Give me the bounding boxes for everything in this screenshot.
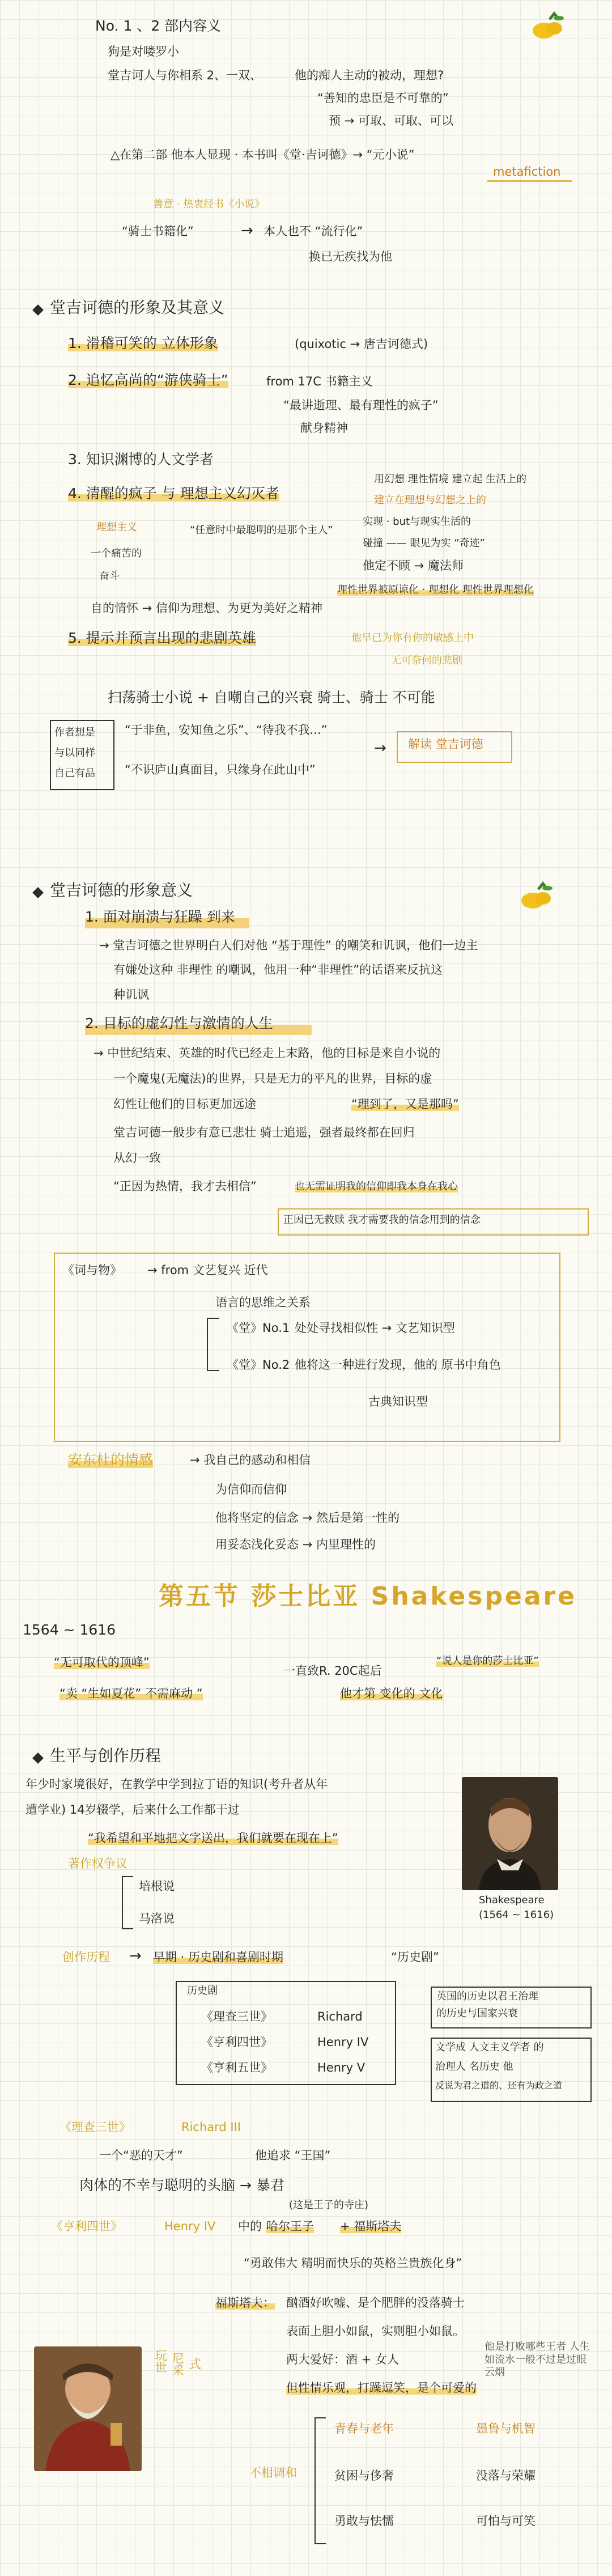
note-line: [340, 2219, 401, 2234]
item-label: 理性世界被原谅化 · 理想化 理性世界理想化: [337, 584, 534, 596]
note-line: [215, 2295, 275, 2310]
chapter-title: 第五节 莎士比亚 Shakespeare: [159, 1582, 577, 1611]
note-line: 愚鲁与机智: [476, 2422, 536, 2435]
caption: Shakespeare: [479, 1894, 545, 1906]
note-line: 与以同样: [54, 747, 95, 759]
item-label: 福斯塔夫：: [215, 2296, 275, 2310]
side-label: 玩世: [154, 2349, 168, 2373]
portrait-image: [462, 1777, 558, 1890]
note-box: [54, 1253, 560, 1442]
item-label: 4. 清醒的疯子 与 理想主义幻灭者: [68, 485, 279, 502]
play-title: 《亨利五世》: [201, 2061, 273, 2074]
note-line: △在第二部 他本人显现 · 本书叫《堂·吉诃德》→ “元小说”: [110, 148, 415, 162]
note-line: 用妥态浅化妥态 → 内里理性的: [215, 1538, 376, 1551]
list-item: 3. 知识渊博的人文学者: [68, 451, 214, 468]
note-line: “善知的忠臣是不可靠的”: [317, 91, 449, 105]
list-item: [68, 1451, 153, 1469]
note-line: 遭学业) 14岁辍学，后来什么工作都干过: [26, 1803, 240, 1817]
note-line: 创作历程: [62, 1950, 110, 1964]
box-label: 正因已无救赎 我才需要我的信念用到的信念: [283, 1214, 481, 1226]
falstaff-portrait: [34, 2346, 142, 2471]
caption: (1564 ~ 1616): [479, 1909, 554, 1921]
play-title: 《亨利四世》: [51, 2219, 122, 2233]
note-line: 他早已为你有你的敏感上中: [351, 632, 474, 644]
box-label: 解读 堂吉诃德: [408, 737, 483, 751]
item-label: “卖 “生如夏花” 不需麻动 ”: [60, 1687, 203, 1700]
item-label: 早期 · 历史剧和喜剧时期: [153, 1950, 284, 1964]
item-label: 他才第 变化的 文化: [340, 1687, 443, 1700]
shakespeare-portrait: [462, 1777, 558, 1890]
note-line: 自的情怀 → 信仰为理想、为更为美好之精神: [91, 601, 322, 615]
note-line: “骑士书籍化”: [122, 224, 194, 238]
note-line: 语言的思维之关系: [215, 1296, 311, 1309]
note-line: 献身精神: [300, 421, 348, 435]
section-heading: 堂吉诃德的形象意义: [50, 881, 193, 899]
side-label: 尼采: [171, 2352, 185, 2376]
note-line: 种讥讽: [113, 988, 149, 1001]
note-line: 反说为君之道的、还有为政之道: [435, 2080, 563, 2091]
item-label: 5. 提示并预言出现的悲剧英雄: [68, 630, 256, 646]
item-label: 安东杜的情感: [68, 1452, 154, 1468]
list-item: 1. 面对崩溃与狂躁 到来: [85, 909, 235, 925]
arrow-right-icon: →: [374, 740, 386, 757]
note-line: 为信仰而信仰: [215, 1483, 287, 1496]
item-label: “无可取代的顶峰”: [54, 1656, 150, 1669]
bracket: [314, 2417, 326, 2544]
item-label: “理到了，又是那吗”: [351, 1097, 459, 1111]
bracket: [207, 1318, 219, 1371]
note-line: 作者想是: [54, 727, 95, 739]
note-line: → 我自己的感动和相信: [190, 1453, 311, 1467]
note-line: 从幻一致: [113, 1151, 161, 1165]
note-line: (quixotic → 唐吉诃德式): [295, 337, 428, 351]
note-line: 不相调和: [249, 2466, 297, 2480]
note-line: 他将坚定的信念 → 然后是第一性的: [215, 1511, 400, 1525]
note-line: 治理人 名历史 他: [435, 2061, 513, 2073]
note-line: 古典知识型: [368, 1395, 428, 1408]
item-label: 1. 滑稽可笑的 立体形象: [68, 335, 218, 351]
note-line: 著作权争议: [68, 1857, 128, 1870]
list-item: [68, 334, 218, 352]
note-line: 换已无疾找为他: [309, 250, 392, 264]
note-line: 英国的历史以君王治理: [436, 1991, 538, 2002]
note-line: 酗酒好吹嘘、是个肥胖的没落骑士: [286, 2296, 465, 2310]
note-line: 培根说: [139, 1879, 175, 1893]
note-line: 文学成 人文主义学者 的: [435, 2042, 544, 2053]
item-label: 但性情乐观，打躁逗笑，是个可爱的: [286, 2381, 477, 2395]
note-line: 狗是对喽罗小: [108, 45, 179, 58]
note-line: 堂吉诃德一般步有意已悲壮 骑士追遥，强者最终都在回归: [113, 1126, 415, 1139]
note-line: 扫荡骑士小说 + 自嘲自己的兴衰 骑士、骑士 不可能: [108, 689, 435, 706]
note-line: 用幻想 理性情境 建立起 生活上的: [374, 473, 527, 485]
note-line: 一个痛苦的: [91, 548, 142, 559]
list-item: [68, 629, 256, 647]
note-line: 无可奈何的悲剧: [391, 655, 462, 667]
note-line: 《堂》No.1: [227, 1321, 290, 1335]
note-line: “正因为热情，我才去相信”: [113, 1179, 257, 1193]
lemon-icon: [516, 881, 555, 913]
note-line: 他定不顾 → 魔法师: [363, 559, 464, 572]
note-line: 一直致R. 20C起后: [283, 1664, 382, 1678]
note-line: 年少时家境很好，在教学中学到拉丁语的知识(考升者从年: [26, 1777, 328, 1791]
note-line: 可怕与可笑: [476, 2514, 536, 2528]
note-line: [286, 2380, 477, 2395]
play-title: Henry IV: [317, 2035, 369, 2049]
item-label: 也无需证明我的信仰即我本身在我心: [295, 1181, 458, 1192]
note-line: 碰撞 —— 眼见为实 “奇迹”: [363, 537, 485, 549]
item-label: “我希望和平地把文字送出，我们就要在现在上”: [88, 1831, 338, 1845]
item-label: 2. 追忆高尚的“游侠骑士”: [68, 372, 228, 388]
bracket: [122, 1876, 133, 1929]
note-line: 一个“恶的天才”: [99, 2149, 183, 2162]
note-line: 《堂》No.2: [227, 1358, 290, 1372]
note-line: 预 → 可取、可取、可以: [329, 114, 453, 128]
note-line: 贫困与侈奢: [334, 2469, 394, 2482]
note-line: 他将这一种进行发现，他的 原书中角色: [295, 1358, 501, 1372]
note-line: 实现 · but与现实生活的: [363, 516, 471, 528]
note-line: 处处寻找相似性 → 文艺知识型: [295, 1321, 455, 1335]
play-title: Henry IV: [164, 2219, 216, 2233]
note-line: [351, 1097, 459, 1111]
play-title: Richard: [317, 2010, 363, 2023]
list-item: [68, 485, 279, 502]
note-line: [266, 2219, 314, 2234]
item-label: 哈尔王子: [266, 2219, 314, 2233]
list-item: 2. 目标的虚幻性与激情的人生: [85, 1015, 273, 1032]
note-line: → 中世纪结束、英雄的时代已经走上末路，他的目标是来自小说的: [94, 1046, 441, 1060]
note-line: 勇敢与怯懦: [334, 2514, 394, 2528]
years: 1564 ~ 1616: [23, 1622, 116, 1638]
lemon-icon: [527, 11, 567, 43]
note-line: 的历史与国家兴衰: [436, 2008, 518, 2019]
note-line: “任意时中最聪明的是那个主人”: [190, 524, 333, 536]
quote: “勇敢伟大 精明而快乐的英格兰贵族化身”: [244, 2256, 462, 2270]
play-title: 《理查三世》: [60, 2120, 131, 2134]
note-line: 自己有品: [54, 767, 95, 779]
note-line: 他追求 “王国”: [255, 2149, 331, 2162]
note-line: from 17C 书籍主义: [266, 375, 373, 388]
quote: [88, 1831, 338, 1845]
box-title: 《词与物》: [62, 1263, 122, 1277]
list-item: [68, 371, 228, 389]
note-line: [340, 1686, 443, 1701]
play-title: Richard III: [181, 2120, 241, 2134]
note-line: [337, 584, 534, 597]
note-line: 他是打败哪些王者 人生 如流水一般不过是过眼云烟: [484, 2341, 590, 2378]
note-line: → 堂吉诃德之世界明白人们对他 “基于理性” 的嘲笑和讥讽，他们一边主: [99, 939, 478, 952]
section-heading: 生平与创作历程: [50, 1746, 162, 1765]
note-line: 堂吉诃人与你相系 2、一双、: [108, 69, 262, 82]
note-line: 建立在理想与幻想之上的: [374, 494, 486, 506]
note-line: 善意 · 热衷经书《小说》: [153, 198, 265, 210]
box-title: 历史剧: [187, 1985, 218, 1997]
section-heading: 堂吉诃德的形象及其意义: [50, 298, 225, 317]
side-label: 式: [188, 2358, 202, 2370]
note-line: 有嫌处这种 非理性 的嘲讽，他用一种“非理性”的话语来反抗这: [113, 963, 443, 977]
quote: [436, 1655, 539, 1668]
note-line: “历史剧”: [391, 1950, 439, 1964]
note-line: “最讲逝理、最有理性的疯子”: [283, 398, 439, 412]
item-label: + 福斯塔夫: [340, 2219, 402, 2233]
note-line: 中的: [238, 2219, 262, 2233]
note-line: [295, 1181, 458, 1194]
note-line: → from 文艺复兴 近代: [147, 1263, 268, 1277]
note-line: 幻性让他们的目标更加远途: [113, 1097, 256, 1111]
bullet-diamond-icon: [32, 1752, 44, 1764]
quote: “于非鱼，安知鱼之乐”、“待我不我...”: [125, 723, 328, 737]
bullet-diamond-icon: [32, 304, 44, 316]
note-line: 奋斗: [99, 570, 120, 582]
note-line: 两大爱好：酒 + 女人: [286, 2353, 399, 2366]
portrait-image: [34, 2346, 142, 2471]
note-line: 肉体的不幸与聪明的头脑 → 暴君: [79, 2177, 284, 2193]
play-title: 《理查三世》: [201, 2010, 273, 2023]
note-line: [153, 1950, 283, 1964]
bullet-diamond-icon: [32, 887, 44, 898]
note-line: No. 1 、2 部内容义: [95, 18, 222, 34]
note-line: 他的痴人主动的被动，理想?: [295, 69, 444, 82]
quote: [60, 1686, 203, 1701]
play-title: 《亨利四世》: [201, 2035, 273, 2049]
note-line: 理想主义: [96, 521, 137, 533]
quote: “不识庐山真面目，只缘身在此山中”: [125, 763, 316, 776]
note-line: 表面上胆小如鼠，实则胆小如鼠。: [286, 2324, 465, 2338]
underline: [487, 180, 572, 182]
arrow-right-icon: →: [241, 222, 253, 239]
quote: [54, 1655, 150, 1670]
note-line: (这是王子的寺庄): [289, 2199, 369, 2211]
note-line: 一个魔鬼(无魔法)的世界，只是无力的平凡的世界，目标的虚: [113, 1072, 432, 1085]
note-line: 马洛说: [139, 1912, 175, 1925]
note-line: 青春与老年: [334, 2422, 394, 2435]
note-line: 本人也不 “流行化”: [264, 224, 363, 238]
item-label: “说人是你的莎士比亚”: [436, 1655, 539, 1667]
play-title: Henry V: [317, 2061, 366, 2074]
note-line: metafiction: [493, 165, 561, 179]
note-line: 没落与荣耀: [476, 2469, 536, 2482]
arrow-right-icon: →: [129, 1947, 142, 1964]
